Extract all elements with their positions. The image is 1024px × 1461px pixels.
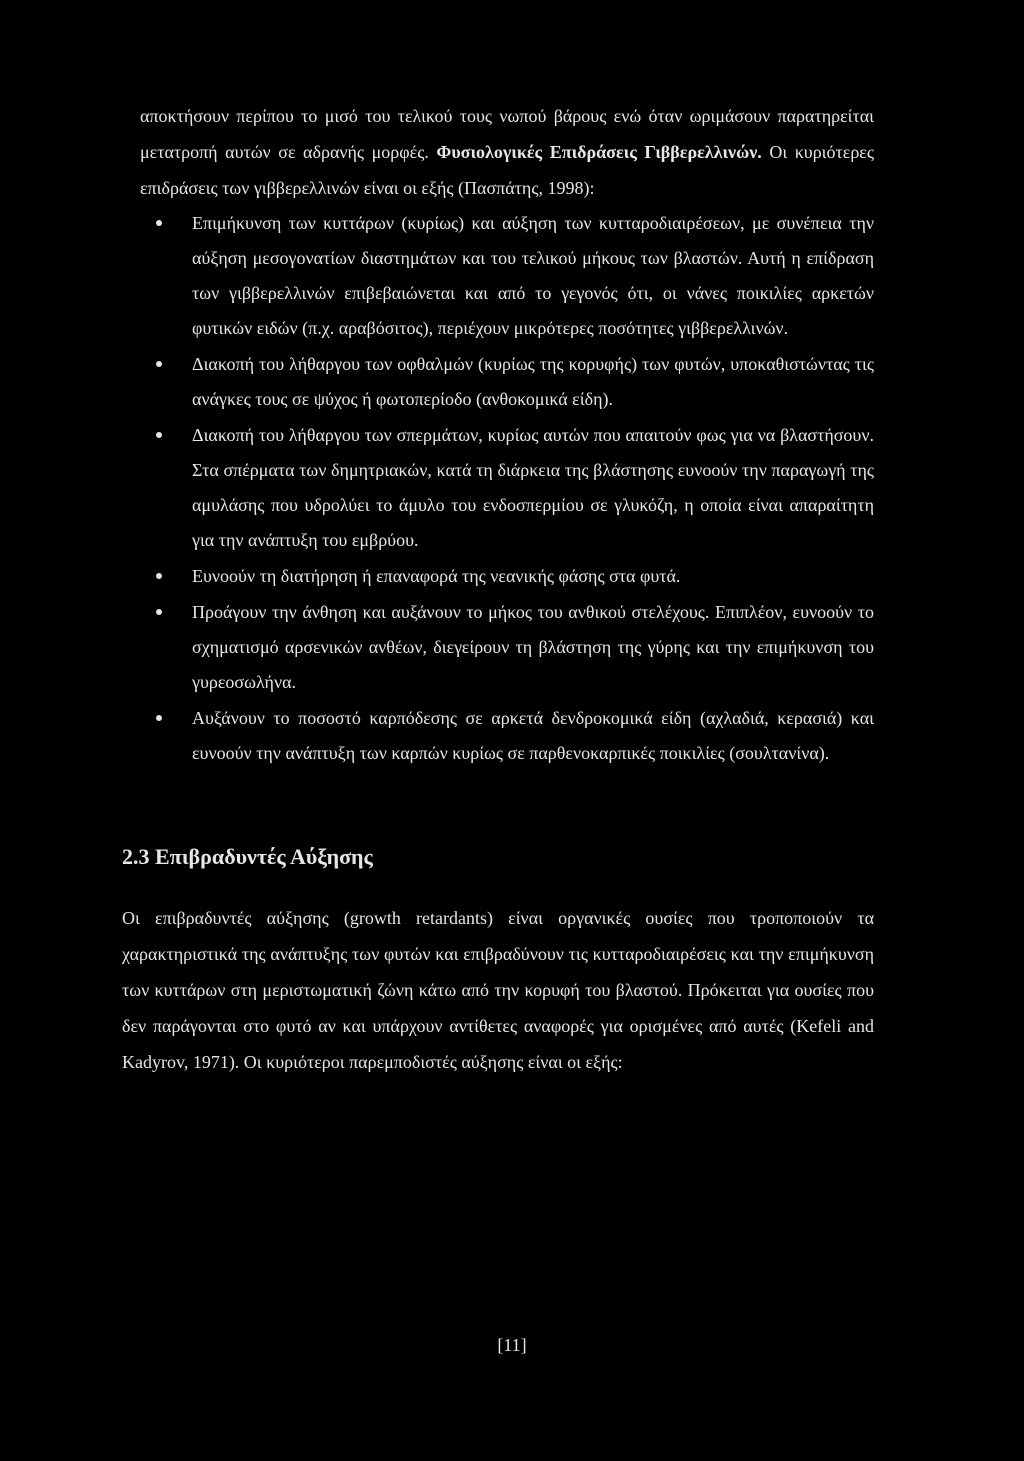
gibberellin-effects-heading: Φυσιολογικές Επιδράσεις Γιββερελλινών. — [436, 142, 762, 162]
document-page — [122, 98, 874, 1080]
list-item — [122, 418, 874, 558]
bullet-icon — [156, 361, 162, 367]
list-item-text: Διακοπή του λήθαργου των σπερμάτων, κυρίως αυτών που απαιτούν φως για να βλαστήσουν. Στα σπέρματα των δημητριακών, κατά τη διάρκεια της βλάστησης ευνοούν την παραγωγή της αμυλάσης που υδρολύει το άμυλο του ενδοσπερμίου σε γλυκόζη, η οποία είναι απαραίτητη για την ανάπτυξη του εμβρύου. — [192, 425, 874, 550]
list-item-text: Επιμήκυνση των κυττάρων (κυρίως) και αύξηση των κυτταροδιαιρέσεων, με συνέπεια την αύξηση μεσογονατίων διαστημάτων και του τελικού μήκους των βλαστών. Αυτή η επίδραση των γιββερελλινών επιβεβαιώνεται και από το γεγονός ότι, οι νάνες ποικιλίες αρκετών φυτικών ειδών (π.χ. αραβόσιτος), περιέχουν μικρότερες ποσότητες γιββερελλινών. — [192, 213, 874, 338]
list-item — [122, 206, 874, 346]
bullet-icon — [156, 220, 162, 226]
intro-text-2: Οι κυριότερες επιδράσεις των γιββερελλινών είναι οι εξής (Πασπάτης, 1998): — [140, 142, 874, 198]
list-item — [122, 595, 874, 700]
bullet-icon — [156, 715, 162, 721]
bullet-icon — [156, 432, 162, 438]
intro-text: αποκτήσουν περίπου το μισό του τελικού τους νωπού βάρους ενώ όταν ωριμάσουν παρατηρείται μετατροπή αυτών σε αδρανής μορφές. — [140, 106, 874, 162]
list-item-text: Αυξάνουν το ποσοστό καρπόδεσης σε αρκετά δενδροκομικά είδη (αχλαδιά, κερασιά) και ευνοούν την ανάπτυξη των καρπών κυρίως σε παρθενοκαρπικές ποικιλίες (σουλτανίνα). — [192, 708, 874, 763]
bullet-icon — [156, 573, 162, 579]
list-item-text: Διακοπή του λήθαργου των οφθαλμών (κυρίως της κορυφής) των φυτών, υποκαθιστώντας τις ανάγκες τους σε ψύχος ή φωτοπερίοδο (ανθοκομικά είδη). — [192, 354, 874, 409]
effects-list — [122, 206, 874, 771]
section-title: 2.3 Επιβραδυντές Αύξησης — [122, 844, 373, 869]
section-body: Οι επιβραδυντές αύξησης (growth retardants) είναι οργανικές ουσίες που τροποποιούν τα χαρακτηριστικά της ανάπτυξης των φυτών και επιβραδύνουν τις κυτταροδιαιρέσεις και την επιμήκυνση των κυττάρων στη μεριστωματική ζώνη κάτω από την κορυφή του βλαστού. Πρόκειται για ουσίες που δεν παράγονται στο φυτό αν και υπάρχουν αντίθετες αναφορές για ορισμένες από αυτές (Kefeli and Kadyrov, 1971). Οι κυριότεροι παρεμποδιστές αύξησης είναι οι εξής: — [122, 908, 874, 1072]
list-item-text: Ευνοούν τη διατήρηση ή επαναφορά της νεανικής φάσης στα φυτά. — [192, 566, 681, 586]
list-item — [122, 347, 874, 417]
bullet-icon — [156, 609, 162, 615]
page-number: [11] — [497, 1335, 527, 1355]
intro-paragraph — [140, 98, 874, 206]
list-item-text: Προάγουν την άνθηση και αυξάνουν το μήκος του ανθικού στελέχους. Επιπλέον, ευνοούν το σχηματισμό αρσενικών ανθέων, διεγείρουν τη βλάστηση της γύρης και την επιμήκυνση του γυρεοσωλήνα. — [192, 602, 874, 692]
list-item — [122, 559, 874, 594]
list-item — [122, 701, 874, 771]
